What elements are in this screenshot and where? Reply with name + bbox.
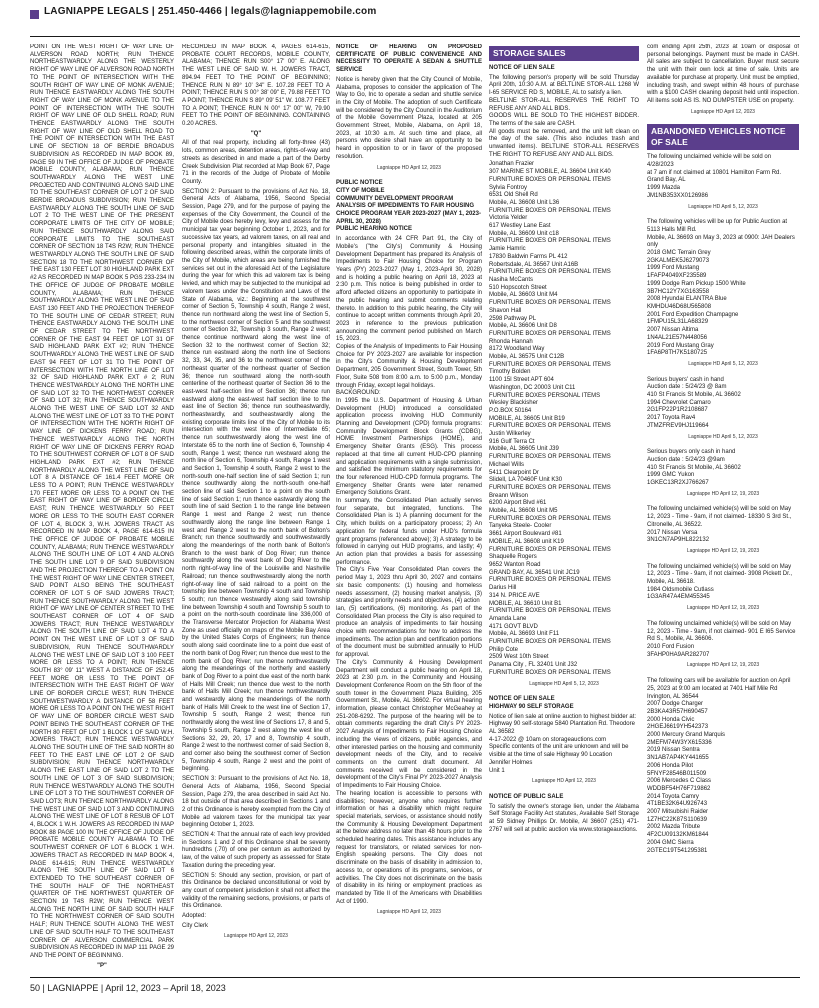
- exhibit-q-label: "Q": [250, 130, 262, 137]
- storage-sales-section-header: STORAGE SALES: [489, 46, 639, 61]
- public-notice-heading: PUBLIC NOTICE CITY OF MOBILE COMMUNITY DEVELOPMENT PROGRAM ANALYSIS OF IMPEDIMENTS TO FAIR HOUSING CHOICE PROGRAM YEAR 2023-2027 (MAY 1, 2023-APRIL 30, 2028) PUBLIC HEARING NOTICE: [336, 180, 481, 233]
- header-accent-square: [30, 10, 39, 19]
- ordinance-section-5: SECTION 5: Should any section, provision, or part of this Ordinance be declared unconstitutional or void by any court of competent jurisdiction it shall not affect the validity of the remaining sections, provisions, or parts of this Ordinance.: [182, 872, 330, 910]
- vehicle-notice-7: The following unclaimed vehicle(s) will be sold on May 12, 2023 - Time - 9am, if not claimed- 901 E I65 Service Rd S., Mobile, AL 36606. 2010 Ford Fusion 3FAHP0HA9AR282707: [647, 620, 796, 658]
- vehicle-notice-5: The following unclaimed vehicle(s) will be sold on May 12, 2023 - Time - 9am, if not claimed- 18330 S 3rd St., Citronelle, AL 36522. 2017 Nissan Versa 3N1CN7AP9HL822132: [647, 506, 792, 544]
- lien-sale-heading: NOTICE OF LIEN SALE: [489, 65, 555, 71]
- city-clerk-label: City Clerk: [182, 922, 209, 929]
- credit-line: Lagniappe HD April 5, 12, 2023: [688, 203, 758, 210]
- public-sale-continued: com ending April 25th, 2023 at 10am or disposal of personal belongings. Payment must be made in CASH. All sales are subject to cancellation. Buyer must secure the unit with their own lock at time of sale. Units are available for purchase at property. Unit must be emptied, including trash, and swept within 48 hours of purchase with a $100 CASH cleaning deposit held until inspection. All items sold AS IS. NO DUMPSTER USE on property.: [647, 44, 799, 104]
- lien-sale-2-heading: NOTICE OF LIEN SALE HIGHWAY 90 SELF STORAGE: [489, 696, 574, 710]
- credit-line: Lagniappe HD April 12, 2023: [691, 108, 755, 115]
- vehicle-notice-2: The following vehicles will be up for Public Auction at 5113 Halls Mill Rd. Mobile, AL 36693 on May 3, 2023 at 0900: JAH Dealers only 2018 GMC Terrain Grey 2GKALMEK5J6279073 1999 Ford Mustang 1FAFP4049XF235589 1999 Dodge Ram Pickup 1500 White 3B7HC12Y7XG163558 2008 Hyundai ELANTRA Blue KMHDU46D68U565808 2001 Ford Expedition Champagne 1FMPU15L31LA68329 2007 Nissan Altima 1N4AL21E57N448056 2019 Ford Mustang Gray 1FA6P8TH7K5180725: [647, 219, 795, 357]
- credit-line: Lagniappe HD April 5, 12, 2023: [688, 433, 758, 440]
- credit-line: Lagniappe HD April 12, 19, 2023: [686, 547, 760, 554]
- vehicle-notice-1: The following unclaimed vehicle will be sold on 4/28/2023 at 7 am if not claimed at 10801 Hamilton Farm Rd. Grand Bay, AL 1999 Mazda JM1NB353XX0126986: [647, 154, 782, 199]
- hearing-notice-body: Notice is hereby given that the City Council of Mobile, Alabama, proposes to consider the application of The Way to Go, Inc to operate a sedan and shuttle service in the City of Mobile. The adoption of such Certificate will be considered by the City Council in the Auditorium of the Mobile Government Plaza, located at 205 Government Street, Mobile, Alabama, on April 18, 2023, at 10:30 a.m. At such time and place, all persons who desire shall have an opportunity to be heard in opposition to or in favor of the proposed resolution.: [336, 76, 482, 160]
- credit-line: Lagniappe HD April 12, 2023: [377, 164, 441, 171]
- hearing-notice-heading: NOTICE OF HEARING ON PROPOSED CERTIFICATE OF PUBLIC CONVENIENCE AND NECESSITY TO OPERATE A SEDAN & SHUTTLE SERVICE: [336, 44, 482, 74]
- abandoned-vehicles-section-header: ABANDONED VEHICLES NOTICE OF SALE: [647, 124, 799, 150]
- tenant-list: Jonathan Frazier 307 MARINE ST MOBILE, AL 36604 Unit K40 FURNITURE BOXES OR PERSONAL ITEMS Sylvia Fontroy 6531 Old Shell Rd Mobile, AL 36608 Unit L36 FURNITURE BOXES OR PERSONAL ITEMS Victoria Yelder 617 Westley Lane East Mobile, AL 36609 Unit c18 FURNITURE BOXES OR PERSONAL ITEMS Jamie Hamric 17830 Baldwin Farms PL 412 Robertsdale, AL 36567 Unit A16B FURNITURE BOXES OR PERSONAL ITEMS Nasiha McCants 510 Hopscotch Street Mobile, AL 36603 Unit M4 FURNITURE BOXES OR PERSONAL ITEMS Shavon Hall 2598 Pathway PL Mobile, AL 36606 Unit D8 FURNITURE BOXES OR PERSONAL ITEMS Rhonda Hannah 8172 Woodland Way Mobile, AL 36575 Unit C12B FURNITURE BOXES OR PERSONAL ITEMS Timothy Bolden 1100 15l Street APT 604 Washington, DC 20003 Unit C11 FURNITURE BOXES PERSONAL ITEMS Wesley Blackisher P.O.BOX 50164 MOBILE, AL 36605 Unit B19 FURNITURE BOXES OR PERSONAL ITEMS Justin Wilkerley 916 Gulf Terra Ct Mobile, AL 36605 Unit J39 FURNITURE BOXES OR PERSONAL ITEMS Michael Wills 5411 Clearpoint Dr Slidell, LA 70460F Unit K30 FURNITURE BOXES OR PERSONAL ITEMS Breann Wilson 6200 Airport Blvd #61 Mobile, AL 36608 Unit M5 FURNITURE BOXES OR PERSONAL ITEMS Tanyeka Steele- Cooler 3661 Airport Boulevard #81 MOBILE, AL 36608 unit K19 FURNITURE BOXES OR PERSONAL ITEMS Shaquelle Rogers 9652 Wanton Road GRAND BAY, AL 36541 Unit JC19 FURNITURE BOXES OR PERSONAL ITEMS Darius Hill 314 N. PRICE AVE MOBILE, AL 36610 Unit B1 FURNITURE BOXES OR PERSONAL ITEMS Amanda Lane 4171 GOVT BLVD Mobile, AL 36693 Unit F11 FURNITURE BOXES OR PERSONAL ITEMS Philip Cote 2509 West 10th Street Panama City , FL 32401 Unit J32 FURNITURE BOXES OR PERSONAL ITEMS: [489, 161, 611, 676]
- credit-line: Lagniappe HD April 12, 19, 2023: [686, 662, 760, 669]
- vehicle-notice-3: Serious buyers' cash in hand Auction date : 5/24/23 @ 8am 410 St Francis St Mobile, AL 36602 1994 Chevrolet Camaro 2G1FP22P1R2108687 2017 Toyota Rav4 JTMZFREV9HJ119664: [647, 376, 741, 429]
- credit-line: Lagniappe HD April 12, 2023: [224, 933, 288, 940]
- public-sale-heading: NOTICE OF PUBLIC SALE: [489, 793, 564, 800]
- credit-line: Lagniappe HD April 12, 2023: [377, 909, 441, 916]
- credit-line: Lagniappe HD April 5, 12, 2023: [529, 680, 599, 687]
- credit-line: Lagniappe HD April 12, 2023: [532, 778, 596, 785]
- legal-description-text: POINT ON THE WEST RIGHT OF WAY LINE OF ALVERSON ROAD NORTH; RUN THENCE NORTHEASTWARDLY ALONG THE WESTERLY RIGHT OF WAY LINE OF ALVERSON ROAD NORTH TO THE POINT OF INTERSECTION WITH THE SOUTH RIGHT OF WAY LINE OF MONK AVENUE; RUN THENCE EASTWARDLY ALONG THE SOUTH RIGHT OF WAY LINE OF MONK AVENUE TO THE POINT OF INTERSECTION WITH THE SOUTH RIGHT OF WAY LINE OF OLD SHELL ROAD; RUN THENCE EASTWARDLY ALONG THE SOUTH RIGHT OF WAY LINE OF OLD SHELL ROAD TO THE POINT OF INTERSECTION WITH THE EAST LINE OF SECTION 18 OF BERDIE BROADUS SUBDIVISION AS RECORDED IN MAP BOOK 89, PAGE 59 IN THE OFFICE OF JUDGE OF PROBATE MOBILE COUNTY, ALABAMA; RUN THENCE SOUTHWARDLY ALONG THE WEST LINE PROJECTED AND CONTINUING ALONG SAID LINE TO THE SOUTHEAST CORNER OF LOT 2 OF SAID BERDIE BROADUS SUBDIVISION; RUN THENCE EASTWARDLY ALONG THE SOUTH LINE OF SAID LOT 2 TO THE WEST LINE OF THE PRESENT CORPORATE LIMITS OF THE CITY OF MOBILE; RUN THENCE SOUTHWARDLY ALONG SAID CORPORATE LIMITS TO THE SOUTHEAST CORNER OF SECTION 18 T4S R2W; RUN THENCE WESTWARDLY ALONG THE SOUTH LINE OF SAID SECTION 18 TO THE NORTHWEST CORNER OF THE EAST 130 FEET LOT 30 HIGHLAND PARK EXT #2 AS RECORDED IN MAP BOOK 5 PGS 233-234 IN THE OFFICE OF JUDGE OF PROBATE MOBILE COUNTY, ALABAMA; RUN THENCE SOUTHWARDLY ALONG THE WEST LINE OF SAID EAST 130 FEET AND THE PROJECTION THEREOF TO THE SOUTH LINE OF CEDAR STREET; RUN THENCE EASTWARDLY ALONG THE SOUTH LINE OF CEDAR STREET TO THE NORTHWEST CORNER OF THE EAST 94 FEET OF LOT 31 OF SAID HIGHLAND PARK EXT #2; RUN THENCE SOUTHWARDLY ALONG THE WEST LINE OF SAID EAST 94 FEET OF LOT 31 TO THE POINT OF INTERSECTION WITH THE NORTH LINE OF LOT 32 OF SAID HIGHLAND PARK EXT # 2; RUN THENCE WESTWARDLY ALONG THE NORTH LINE OF SAID LOT 32 TO THE NORTHWEST CORNER OF SAID LOT 32; RUN THENCE SOUTHWARDLY ALONG THE WEST LINE OF SAID LOT 32 AND ALONG THE WEST LINE OF LOT 33 TO THE POINT OF INTERSECTION WITH THE NORTH RIGHT OF WAY LINE OF DICKENS FERRY ROAD; RUN THENCE WESTWARDLY ALONG THE NORTH RIGHT OF WAY LINE OF DICKENS FERRY ROAD TO THE SOUTHWEST CORNER OF LOT 8 OF SAID HIGHLAND PARK EXT #2; RUN THENCE NORTHWARDLY ALONG THE WEST LINE OF SAID LOT 8 A DISTANCE OF 161.4 FEET MORE OR LESS TO A POINT; RUN THENCE WESTWARDLY 170 FEET MORE OR LESS TO A POINT ON THE EAST RIGHT OF WAY LINE OF BORDER CIRCLE EAST; RUN THENCE WESTWARDLY 50 FEET MORE OR LESS TO THE SOUTH EAST CORNER OF LOT 4, BLOCK 3, W.H. JOWERS TRACT AS RECORDED IN MAP BOOK 4, PAGE 614-615 IN THE OFFICE OF JUDGE OF PROBATE MOBILE COUNTY, ALABAMA; RUN THENCE WESTWARDLY ALONG THE SOUTH LINE OF LOT 4 AND ALONG THE SOUTH LINE LOT 9 OF SAID SUBDIVISION AND THE PROJECTION THEREOF TO A POINT ON THE WEST RIGHT OF WAY LINE CENTER STREET, SAID POINT ALSO BEING THE SOUTHEAST CORNER OF LOT 5 OF SAID JOWERS TRACT; RUN THENCE SOUTHWARDLY ALONG THE WEST RIGHT OF WAY LINE OF CENTER STREET TO THE SOUTHEAST CORNER OF LOT 4 OF SAID JOWERS TRACT; RUN THENCE WESTWARDLY ALONG THE SOUTH LINE OF SAID LOT 4 TO A POINT ON THE WEST LINE OF LOT 3 OF SAID SUBDIVISION, RUN THENCE SOUTHWARDLY ALONG THE WEST LINE OF SAID LOT 3 100 FEET MORE OR LESS TO A POINT; RUN THENCE SOUTH 83° 09' 11" WEST A DISTANCE OF 252.45 FEET MORE OR LESS TO THE POINT OF INTERSECTION WITH THE EAST RIGHT OF WAY LINE OF BORDER CIRCLE WEST; RUN THENCE SOUTHWESTWARDLY A DISTANCE OF 58 FEET MORE OR LESS TO A POINT ON THE WEST RIGHT OF WAY LINE OF BORDER CIRCLE WEST SAID POINT BEING THE SOUTHEAST CORNER OF THE NORTH 80 FEET OF LOT 1 BLOCK 1 OF SAID W.H. JOWERS TRACT; RUN THENCE WESTWARDLY ALONG THE SOUTH LINE OF THE SAID NORTH 80 FEET TO THE EAST LINE OF LOT 2 OF SAID SUBDIVISION; RUN THENCE NORTHWARDLY ALONG THE EAST LINE OF SAID LOT 2 TO THE SOUTH LINE OF LOT 3 OF SAID SUBDIVISION; RUN THENCE WESTWARDLY ALONG THE SOUTH LINE OF LOT 3 TO THE SOUTHWEST CORNER OF SAID LOT3; RUN THENCE NORTHWARDLY ALONG THE WEST LINE OF SAID LOT 3 AND CONTINUING ALONG THE WEST LINE OF LOT 8 RESUB OF LOT 4, BLOCK 1 W.H. JOWERS AS RECORDED IN MAP BOOK 88 PAGE 100 IN THE OFFICE OF JUDGE OF PROBATE MOBILE COUNTY ALABAMA TO THE SOUTHWEST CORNER OF LOT 6 BLOCK 1 W.H. JOWERS TRACT AS RECORDED IN MAP BOOK 4, PAGE 614-615; RUN THENCE WESTWARDLY ALONG THE SOUTH LINE OF SAID LOT 6 EXTENDED TO THE SOUTHEAST CORNER OF THE SOUTH HALF OF THE NORTHEAST QUARTER OF THE NORTHWEST QUARTER OF SECTION 19 T4S R2W; RUN THENCE WEST ALONG THE NORTH LINE OF SAID SOUTH HALF TO THE NORTHWEST CORNER OF SAID SOUTH HALF; RUN THENCE SOUTH ALONG THE WEST LINE OF SAID SOUTH HALF TO THE SOUTHEAST CORNER OF ALVERSON COMMERCIAL PARK SUBDIVISION AS RECORDED IN MAP 111 PAGE 29 AND THE POINT OF BEGINNING.: [30, 44, 174, 959]
- lien-sale-body: The following person's property will be sold Thursday April 20th, 10:30 A.M. at BELTLINE STOR-ALL 1268 W I-65 SERVICE RD S, MOBILE, AL to satisfy a lien. BELTLINE STOR-ALL RESERVES THE RIGHT TO REFUSE ANY AND ALL BIDS. GOODS WILL BE SOLD TO THE HIGHEST BIDDER. The terms of the sale are CASH. All goods must be removed, and the unit left clean on the day of the sale. (This also includes trash and unwanted items). BELTLINE STOR-ALL RESERVES THE RIGHT TO REFUSE ANY AND ALL BIDS.: [489, 74, 639, 158]
- public-sale-body: To satisfy the owner's storage lien, under the Alabama Self Storage Facility Act statutes, Available Self Storage at 59 Sidney Phillips Dr. Mobile, Al 36607 (251) 471-2767 will sell at public auction via www.storageauctions.: [489, 803, 639, 833]
- credit-line: Lagniappe HD April 12, 19, 2023: [686, 605, 760, 612]
- public-notice-body: In accordance with 24 CFR Part 91, the City of Mobile's ("the City's) Community & Housing Development Department has prepared its Analysis of Impediments to Fair Housing Choice for Program Years (PY) 2023-2027 (May 1, 2023-April 30, 2028) and is holding a public hearing on April 18, 2023 at 2:30 p.m. This notice is being published in order to afford affected citizens an opportunity to participate in the public hearing and submit comments relating thereto. In addition to this public hearing, the City will continue to accept written comments through April 20, 2023 in reference to the previous publication announcing the comment period published on March 15, 2023. Copies of the Analysis of Impediments to Fair Housing Choice for PY 2023-2027 are available for inspection in the City's Community & Housing Development Department, 205 Government Street, South Tower, 5th Floor, Suite 508 from 8:00 a.m. to 5:00 p.m., Monday through Friday, except legal holidays. BACKGROUND: In 1995 the U.S. Department of Housing & Urban Development (HUD) introduced a consolidated application process involving HUD Community Planning and Development (CPD) formula programs: Community Development Block Grants (CDBG), HOME Investment Partnerships (HOME), and Emergency Shelter Grants (ESG). This process replaced at that time all current HUD-CPD planning and application requirements with a single submission, and satisfied the minimum statutory requirements for the four referenced HUD-CPD formula programs. The Emergency Shelter Grants were later renamed Emergency Solutions Grant. In summary, the Consolidated Plan actually serves four separate, but integrated, functions. The Consolidated Plan is 1) A planning document for the City, which builds on a participatory process; 2) An application for federal funds under HUD's formula grant programs (referenced above); 3) A strategy to be followed in carrying out HUD programs, and lastly; 4) An action plan that provides a basis for assessing performance. The City's Five Year Consolidated Plan covers the period May 1, 2023 thru April 30, 2027 and contains six basic components: (1) housing and homeless needs assessment, (2) housing market analysis, (3) strategies and priority needs and objectives, (4) action lan, (5) certifications, (6) monitoring. As part of the Consolidated Plan process the City is also required to produce an analysis of impediments to fair housing choice with recommendations for how to address the impediments. The action plan and certification portions of the document must be submitted annually to HUD for approval. The City's Community & Housing Development Department will conduct a public hearing on April 18, 2023 at 2:30 p.m. in the Community and Housing Development Conference Room on the 5th floor of the south tower in the Government Plaza Building, 205 Government St., Mobile, AL 36602. For virtual hearing information, please contact Christopher McGeahey at 251-208-6292. The purpose of the hearing will be to obtain comments regarding the draft City's PY 2023-2027 Analysis of Impediments to Fair Housing Choice including the views of citizens, public agencies, and other interested parties on the housing and community development needs of the City, and to receive comments on the current draft document. All comments received will be considered in the development of the City's Final PY 2023-2027 Analysis of Impediments to Fair Housing Choice. The hearing location is accessible to persons with disabilities; however, anyone who requires further information or has a disability which might require special materials, services, or assistance should notify the Community & Housing Development Department at the below address no later than 48 hours prior to the scheduled hearing dates. This assistance includes any request for translators, or related services for non-English speaking persons. The City does not discriminate on the basis of disability in admission to, access to, or operations of its programs, services, or activities. The City does not discriminate on the basis of disability in its hiring or employment practices as mandated by Title II of the Americans with Disabilities Act of 1990.: [336, 236, 482, 905]
- header-title: LAGNIAPPE LEGALS | 251.450-4466 | legals@lagniappemobile.com: [44, 6, 377, 17]
- column-4: [489, 44, 639, 968]
- column-2: [182, 44, 330, 968]
- credit-line: Lagniappe HD April 12, 19, 2023: [686, 490, 760, 497]
- lien-sale-2-body: Notice of lien sale at online auction to highest bidder at: Highway 90 self-storage 5840 Plantation Rd. Theodore AL 36582 4-17-2022 @ 10am on storageauctions.com Specific contents of the unit are unknown and will be visible at the time of sale Highway 90 Location Jennifer Holmes Unit 1: [489, 713, 637, 774]
- ordinance-text-1: RECORDED IN MAP BOOK 4, PAGES 614-615, PROBATE COURT RECORDS, MOBILE COUNTY, ALABAMA; THENCE RUN S00° 17' 00" E. ALONG THE WEST LINE OF SAID W. H. JOWERS TRACT, 894.94 FEET TO THE POINT OF BEGINNING; THENCE RUN N 89° 10' 34" E. 107.28 FEET TO A POINT; THENCE RUN S 00° 38' 09" E, 79.88 FEET TO A POINT; THENCE RUN S 89° 09' 51" W. 108.77 FEET TO A POINT; THENCE RUN N 00° 17' 00" W, 79.90 FEET TO THE POINT OF BEGINNING. CONTAINING 0.20 ACRES.: [182, 44, 330, 128]
- column-1: [30, 44, 174, 968]
- page-footer: [30, 977, 800, 998]
- ordinance-section-2: SECTION 2: Pursuant to the provisions of Act No. 18, General Acts of Alabama, 1956, Second Special Session, Page 279, and for the purpose of paying the expenses of the City Government, the Council of the City of Mobile does hereby levy, levy and assess for the municipal tax year beginning October 1, 2023, and for successive tax years, ad valorem taxes, on all real and personal property and intangibles situated in the following described areas, within the corporate limits of the City of Mobile, which areas are being furnished the services set out in the aforesaid Act of the Legislature during the year for which this ad valorem tax is being levied, and which may be subjected to the municipal ad valorem taxes under the Constitution and Laws of the State of Alabama, viz.: Beginning at the southwest corner of Section 5, Township 4 south, Range 2 west, thence run northward along the west line of Section 5, to the northwest corner of Section 5 and the southwest corner of Section 32, Township 3 south, Range 2 west; thence continue northward along the west line of Section 32 to the northwest corner of Section 32; thence run eastward along the north line of Sections 32, 33, 34, 35, and 36 to the northwest corner of the northeast quarter of the northeast quarter of Section 36; thence run southward along the north-south centerline of the northeast quarter of Section 36 to the east-west half-section line of Section 36; thence run eastward along the east-west half section line to the east line of Section 36; thence run southeastwardly, northeastwardly, and southeastwardly along the existing corporate limits line of the City of Mobile to its intersection with the west line of Intermediate 65; thence run southwestwardly along the west line of Interstate 65 to the north line of Section 6, Township 4 south, Range 1 west; thence run westward along the north line of Section 6, Township 4 south, Range 1 west and Section 1, Township 4 south, Range 2 west to the north-south one-half section line of said Section 1; run thence southwardly along the north-south one-half section line of said Section 1 to a point on the south line of said Section 1; run thence eastwardly along the south line of said Section 1 to the range line between Range 1 west and Range 2 west; run thence southwardly along the range line between Range 1 west and Range 2 west to the north bank of Bolton's Branch; run thence southwardly and southwestwardly along the meanderings of the north bank of Bolton's Branch to the west bank of Dog River; run thence southwardly along the west bank of Dog River to the north right-of-way line of the Louisville and Nashville Railroad; run thence southwestwardly along the north right-of-way line of said railroad to a point on the township line between Township 4 south and Township 5 south; run thence westwardly along said township line between Township 4 south and Township 5 south to a point on the north-south coordinate line 336,000 of the Transverse Mercator Projection for Alabama West Zone as used officially on maps of the Mobile Bay Area by the United States Corps of Engineers; run thence south along said coordinate line to a point due east of the north bank of Dog River; run thence due west to the north bank of Dog River; run thence northwestwardly along the meanderings of the northerly and easterly bank of Dog River to a point due east of the north bank of Halls Mill Creek; run thence due west to the north bank of Halls Mill Creek; run thence northwestwardly and westwardly along the meanderings of the north bank of Halls Mill Creek to the west line of Section 17, Township 5 south, Range 2 west; thence run northwardly along the west line of Sections 17, 8 and 5, Township 5 south, Range 2 west along the west line of Sections 32, 29, 20, 17 and 8, Township 4 south, Range 2 west to the northwest corner of said Section 8, and corner also being the southwest corner of Section 5, Township 4 south, Range 2 west and the point of beginning.: [182, 188, 330, 773]
- exhibit-p-label: "P": [97, 962, 107, 968]
- credit-line: Lagniappe HD April 5, 12, 2023: [688, 360, 758, 367]
- column-5: [647, 44, 799, 968]
- vehicle-notice-4: Serious buyers only cash in hand Auction date : 5/24/23 @9am 410 St Francis St Mobile, AL 36602 1999 GMC Yukon 1GKEC13R2XJ766267: [647, 449, 741, 487]
- page-header: [0, 0, 819, 36]
- column-3: [336, 44, 482, 968]
- vehicle-notice-8: The following cars will be available for auction on April 25, 2023 at 9:00 am located at 7401 Half Mile Rd Irvington, AL 36544 2007 Dodge Charger 2B3KA43R57H690457 2000 Honda Civic 2HGEJ6619YH542373 2000 Mercury Grand Marquis 2MEFM74W3YX615336 2019 Nissan Sentra 3N1AB7AP4KY441655 2006 Honda Pilot 5FNYF28546B011509 2006 Mercedes C Class WDDBF54H76F719862 2014 Toyota Camry 4T1BE32K64U926743 2007 Mitsubishi Raider 1Z7HC22K87S110639 2002 Mazda Tribute 4F2CU09132KM61844 2004 GMC Sierra 2GTEC19T541295381: [647, 678, 791, 854]
- footer-text: 50 | LAGNIAPPE | April 12, 2023 – April 18, 2023: [30, 983, 226, 993]
- ordinance-section-4: SECTION 4: That the annual rate of each levy provided in Sections 1 and 2 of this Ordinance shall be seventy hundredths (.70) of one per centum as authorized by law, of the value of such property as assessed for State Taxation during the preceding year.: [182, 832, 330, 869]
- vehicle-notice-6: The following unclaimed vehicle(s) will be sold on May 12, 2023 - Time - 9am, if not claimed- 3908 Pickett Dr., Mobile, AL 36618. 1984 Oldsmobile Cutlass 1G3AR47A4EM455345: [647, 563, 793, 601]
- ordinance-section-3: SECTION 3: Pursuant to the provisions of Act No. 18, General Acts of Alabama, 1956, Second Special Session, Page 279, the area described in said Act No. 18 but outside of that area described in Sections 1 and 2 of this Ordinance is hereby exempted from the City of Mobile ad valorem taxes for the municipal tax year beginning October 1, 2023.: [182, 776, 330, 829]
- header-bar: [30, 6, 800, 37]
- adopted-label: Adopted:: [182, 913, 207, 920]
- ordinance-text-2: All of that real property, including all forty-three (43) lots, common areas, detention areas, rights-of-way and streets as described in and made a part of the Derby Creek Subdivision Plat recorded at Map Book 67, Page 71 in the records of the Judge of Probate of Mobile County.: [182, 140, 330, 185]
